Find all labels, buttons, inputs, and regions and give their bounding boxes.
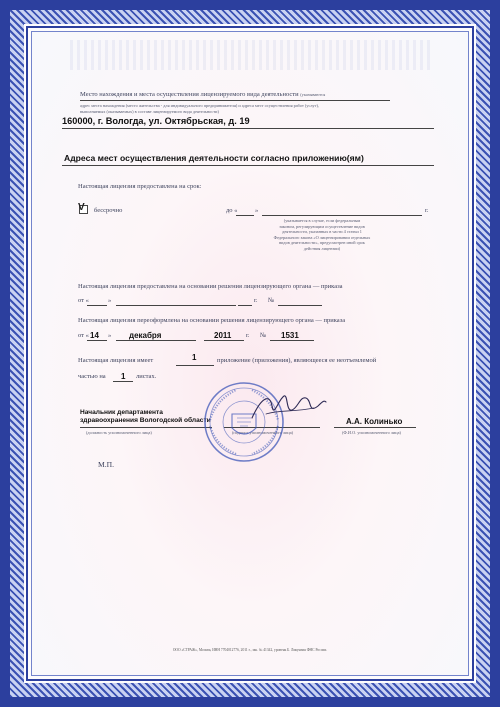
granted-no-line (278, 305, 322, 306)
place-underline (80, 100, 390, 101)
term-note-line: действия лицензии) (303, 245, 341, 251)
reissued-year-suffix: г. (246, 332, 250, 339)
term-note-line: Федерального закона «О лицензировании отдельных (273, 234, 371, 240)
signatory-position (80, 409, 211, 425)
appendix-suffix: приложение (приложения), являющееся ее неотъемлемой (217, 357, 377, 364)
signatory-position-line: Начальник департамента (80, 409, 163, 416)
reissued-quote: » (108, 332, 112, 339)
reissued-basis-text: Настоящая лицензия переоформлена на основании решения лицензирующего органа — приказа (78, 317, 346, 324)
term-note-line: (указывается в случае, если федеральным (283, 218, 361, 223)
appendix-sheets: 1 (121, 372, 126, 381)
checkbox-mark: V (78, 202, 85, 213)
appendix-part-label: частью на (78, 373, 106, 380)
granted-no-label: № (268, 297, 275, 304)
place-hint-b: адрес места нахождения (место жительства - для индивидуального предпринимателя) и адреса мест осуществления работ (услуг), (80, 103, 319, 108)
place-label-main: Место нахождения и места осуществления лицензируемого вида деятельности (80, 91, 299, 98)
reissued-year-line (204, 340, 244, 341)
granted-year-suffix: г. (254, 297, 258, 304)
reissued-day: 14 (90, 331, 99, 340)
term-note-line: законом, регулирующим осуществление видов (279, 223, 365, 229)
appendix-sheets-suffix: листах. (136, 373, 157, 380)
granted-quote: » (108, 297, 112, 304)
reissued-from: от « (78, 332, 89, 339)
reissued-no: 1531 (281, 331, 299, 340)
position-line (80, 427, 212, 428)
place-label (80, 91, 430, 99)
addresses-underline (62, 165, 434, 166)
reissued-day-line (87, 340, 107, 341)
reissued-no-label: № (260, 332, 267, 339)
appendix-sheets-line (113, 381, 133, 382)
reissued-year: 2011 (214, 331, 232, 340)
printer-imprint: ООО «СТРАЖ», Москва, ИНН 7704012776, 2011 г., зак. № 41342, уровень Б. Лицензия ФНС России. (172, 648, 328, 652)
term-note (262, 218, 382, 251)
seal-place-label: М.П. (98, 460, 115, 469)
until-prefix: до « (226, 207, 238, 214)
signatory-position-line: здравоохранения Вологодской области (80, 417, 211, 424)
handwritten-signature (248, 388, 328, 428)
granted-day-line (87, 305, 107, 306)
granted-year-line (238, 305, 252, 306)
granted-basis-text: Настоящая лицензия предоставлена на основании решения лицензирующего органа — приказа (78, 283, 343, 290)
reissued-month: декабря (129, 331, 162, 340)
reissued-no-line (270, 340, 314, 341)
address-underline (62, 128, 434, 129)
reissued-month-line (116, 340, 196, 341)
term-note-line: видов деятельности», предусмотрен иной срок (279, 240, 365, 245)
signature-caption: (подпись уполномоченного лица) (232, 430, 294, 435)
until-quote: » (255, 207, 259, 214)
granted-month-line (116, 305, 236, 306)
place-label-hint-a: (указываются (300, 92, 326, 97)
watermark-band (70, 40, 430, 70)
name-line (334, 427, 416, 428)
until-day-line (236, 215, 254, 216)
name-caption: (Ф.И.О. уполномоченного лица) (342, 430, 401, 435)
place-hint-c: выполняемых (оказываемых) в составе лицензируемого вида деятельности) (80, 109, 219, 114)
until-year-suffix: г. (425, 207, 429, 214)
appendix-prefix: Настоящая лицензия имеет (78, 357, 154, 364)
appendix-count: 1 (192, 353, 197, 362)
term-note-line: деятельности, указанных в части 4 статьи 1 (282, 229, 362, 234)
position-caption: (должность уполномоченного лица) (86, 430, 152, 435)
addresses-heading: Адреса мест осуществления деятельности согласно приложению(ям) (64, 153, 364, 163)
until-date-line (262, 215, 422, 216)
appendix-count-line (176, 365, 214, 366)
signatory-name: А.А. Колинько (346, 417, 403, 426)
address-value: 160000, г. Вологда, ул. Октябрьская, д. 19 (62, 116, 250, 126)
indefinite-label: бессрочно (94, 207, 123, 214)
term-label: Настоящая лицензия предоставлена на срок: (78, 183, 202, 190)
granted-from: от « (78, 297, 89, 304)
